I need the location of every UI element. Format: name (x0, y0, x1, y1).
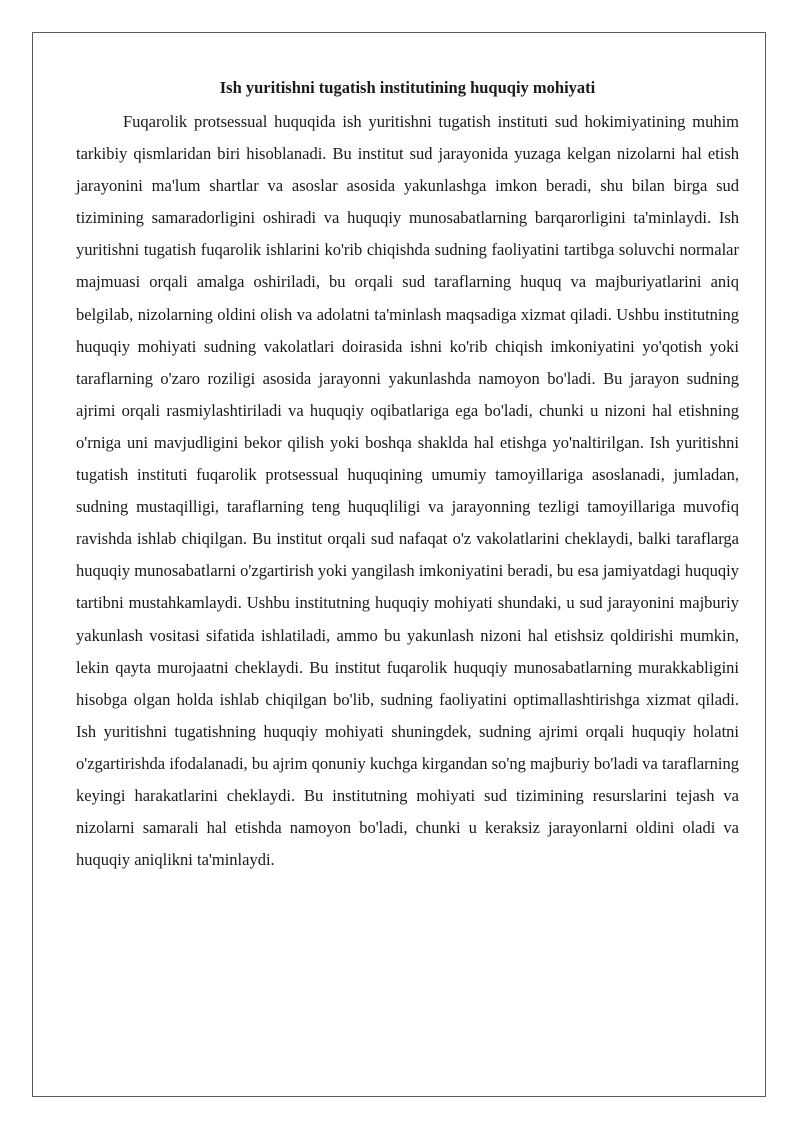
document-content (76, 76, 739, 876)
document-title: Ish yuritishni tugatish institutining huquqiy mohiyati (219, 78, 596, 97)
body-paragraph: Fuqarolik protsessual huquqida ish yuritishni tugatish instituti sud hokimiyatining muhim tarkibiy qismlaridan biri hisoblanadi. Bu institut sud jarayonida yuzaga kelgan nizolarni hal etish jarayonini ma'lum shartlar va asoslar asosida yakunlashga imkon beradi, shu bilan birga sud tizimining samaradorligini oshiradi va huquqiy munosabatlarning barqarorligini ta'minlaydi. Ish yuritishni tugatish fuqarolik ishlarini ko'rib chiqishda sudning faoliyatini tartibga soluvchi normalar majmuasi orqali amalga oshiriladi, bu orqali sud taraflarning huquq va majburiyatlarini aniq belgilab, nizolarning oldini olish va adolatni ta'minlash maqsadiga xizmat qiladi. Ushbu institutning huquqiy mohiyati sudning vakolatlari doirasida ishni ko'rib chiqish imkoniyatini yo'qotish yoki taraflarning o'zaro roziligi asosida jarayonni yakunlashda namoyon bo'ladi. Bu jarayon sudning ajrimi orqali rasmiylashtiriladi va huquqiy oqibatlariga ega bo'ladi, chunki u nizoni hal etishning o'rniga uni mavjudligini bekor qilish yoki boshqa shaklda hal etishga yo'naltirilgan. Ish yuritishni tugatish instituti fuqarolik protsessual huquqining umumiy tamoyillariga asoslanadi, jumladan, sudning mustaqilligi, taraflarning teng huquqliligi va jarayonning tezligi tamoyillariga muvofiq ravishda ishlab chiqilgan. Bu institut orqali sud nafaqat o'z vakolatlarini cheklaydi, balki taraflarga huquqiy munosabatlarni o'zgartirish yoki yangilash imkoniyatini beradi, bu esa jamiyatdagi huquqiy tartibni mustahkamlaydi. Ushbu institutning huquqiy mohiyati shundaki, u sud jarayonini majburiy yakunlash vositasi sifatida ishlatiladi, ammo bu yakunlash nizoni hal etishsiz qoldirishi mumkin, lekin qayta murojaatni cheklaydi. Bu institut fuqarolik huquqiy munosabatlarning murakkabligini hisobga olgan holda ishlab chiqilgan bo'lib, sudning faoliyatini optimallashtirishga xizmat qiladi. Ish yuritishni tugatishning huquqiy mohiyati shuningdek, sudning ajrimi orqali huquqiy holatni o'zgartirishda ifodalanadi, bu ajrim qonuniy kuchga kirgandan so'ng majburiy bo'ladi va taraflarning keyingi harakatlarini cheklaydi. Bu institutning mohiyati sud tizimining resurslarini tejash va nizolarni samarali hal etishda namoyon bo'ladi, chunki u keraksiz jarayonlarni oldini oladi va huquqiy aniqlikni ta'minlaydi. (76, 112, 739, 870)
